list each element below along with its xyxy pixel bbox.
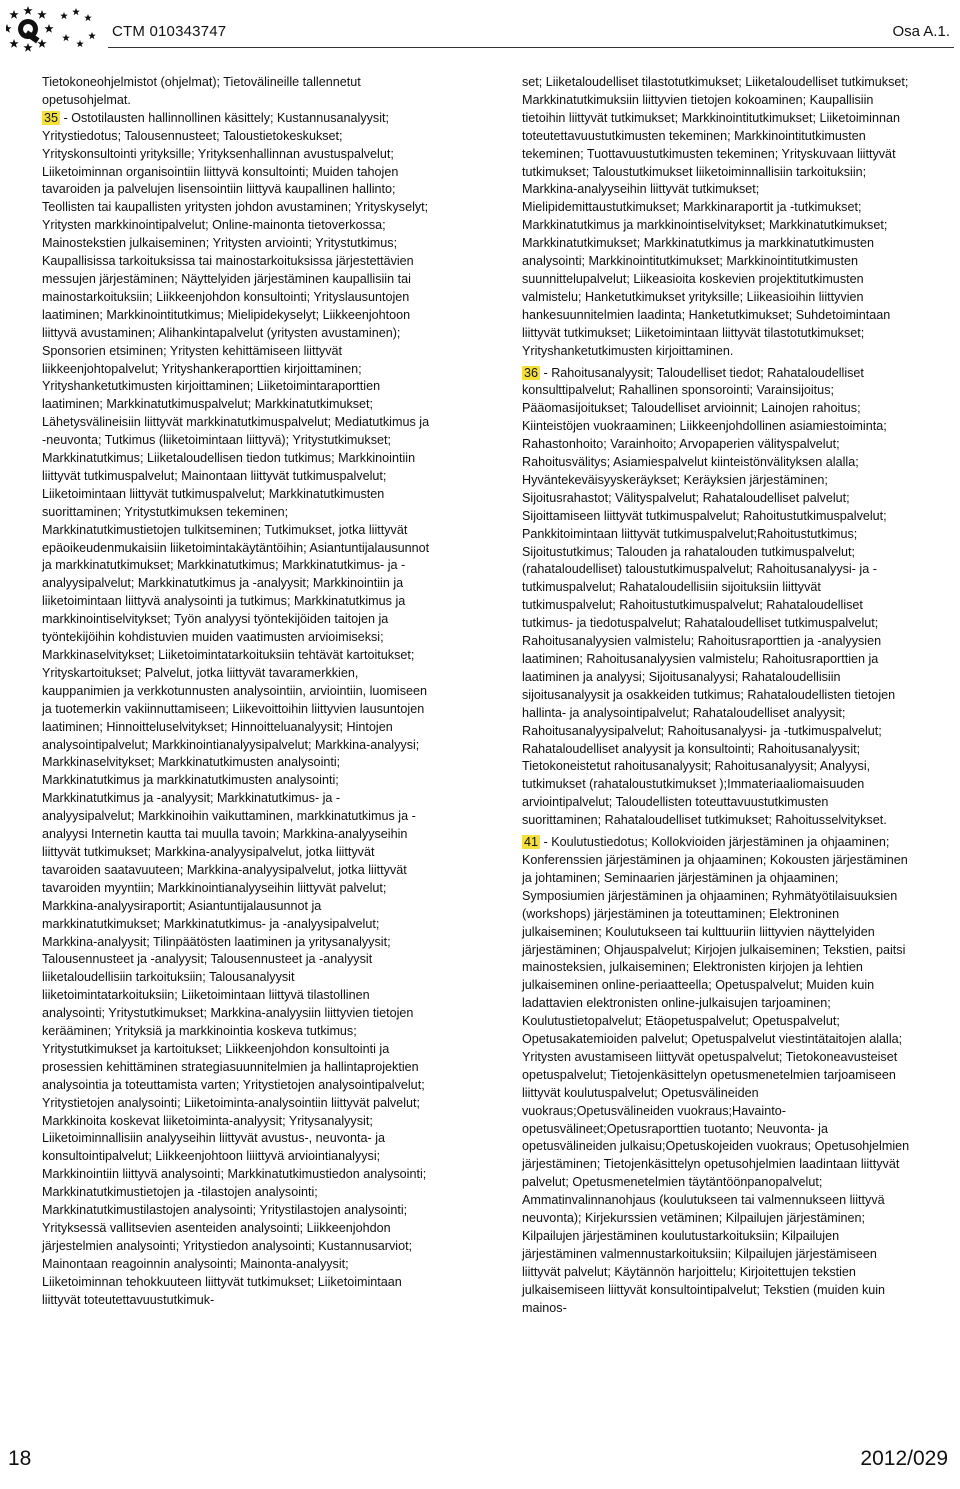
bulletin-number: 2012/029 — [860, 1447, 948, 1470]
page-header — [0, 0, 960, 62]
class-36-text: - Rahoitusanalyysit; Taloudelliset tiedot; Rahataloudelliset konsulttipalvelut; Rahallinen sponsorointi; Varainsijoitus; Pääomasijoitukset; Taloudelliset arvioinnit; Lainojen rahoitus; Kiinteistöjen vuokraaminen; Liikkeenjohdollinen asiamiestoiminta; Rahastonhoito; Varainhoito; Arvopaperien välityspalvelut; Rahoitusvälitys; Asiamiespalvelut kiinteistönvälityksen alalla; Hyväntekeväisyyskeräykset; Keräyksien järjestäminen; Sijoitusrahastot; Välityspalvelut; Rahataloudelliset palvelut; Sijoittamiseen liittyvät tutkimuspalvelut; Rahoitustutkimuspalvelut; Pankkitoimintaan liittyvät tutkimuspalvelut;Rahoitustutkimus; Sijoitustutkimus; Talouden ja rahatalouden tutkimuspalvelut; (rahataloudelliset) taloustutkimuspalvelut; Rahoitusanalyysi- ja -tutkimuspalvelut; Rahataloudellisiin sijoituksiin liittyvät tutkimuspalvelut; Rahoitustutkimuspalvelut; Rahataloudelliset tutkimus- ja tiedotuspalvelut; Rahataloudelliset tutkimuspalvelut; Rahoitusanalyysien valmistelu; Rahoitusraporttien ja -analyysien laatiminen; Rahoitusanalyysien valmistelu; Rahoitusraporttien ja laatiminen ja analyysi; Sijoitusanalyysi; Rahataloudellisiin sijoitusanalyysit ja osakkeiden tutkimus; Rahataloudellisten tietojen hallinta- ja analysointipalvelut; Rahataloudelliset analyysit; Rahoitusanalyysipalvelut; Rahoitusanalyysi- ja -tutkimuspalvelut; Rahataloudelliset analyysit ja konsultointi; Rahoitusanalyysit; Tietokoneistetut rahoitusanalyysit; Rahoitusanalyysit; Analyysi, tutkimukset (rahataloustutkimukset );Immateriaaliomaisuuden arviointipalvelut; Taloudellisten toteuttavuustutkimusten suorittaminen; Rahataloudelliset tutkimukset; Rahoitusselvitykset. — [522, 365, 896, 828]
class-36-number: 36 — [524, 365, 539, 380]
header-rule — [108, 47, 954, 48]
class-35-text: - Ostotilausten hallinnollinen käsittely; Kustannusanalyysit; Yritystiedotus; Talousennusteet; Taloustietokeskukset; Yrityskonsultointi yrityksille; Yrityksenhallinnan avustuspalvelut; Liiketoiminnan organisointiin liittyvä konsultointi; Muiden tahojen tavaroiden ja palvelujen lisensointiin liittyvä kaupallinen hallinto; Teollisten tai kaupallisten yritysten johdon avustaminen; Yrityskyselyt; Yritysten markkinointipalvelut; Online-mainonta tietoverkossa; Mainostekstien julkaiseminen; Yritysten arviointi; Yritystutkimus; Kaupallisissa tarkoituksissa tai mainostarkoituksissa järjestettävien messujen järjestäminen; Näyttelyiden järjestäminen kaupallisiin tai mainostarkoituksiin; Liikkeenjohdon konsultointi; Yrityslausuntojen laatiminen; Markkinointitutkimus; Mielipidekyselyt; Liikkeenjohtoon liittyvä avustaminen; Alihankintapalvelut (yritysten avustaminen); Sponsorien etsiminen; Yritysten kehittämiseen liittyvät liikkeenjohtopalvelut; Yrityshankeraporttien kirjoittaminen; Yrityshanketutkimusten kirjoittaminen; Liiketoimintaraporttien laatiminen; Markkinatutkimuspalvelut; Markkinatutkimukset; Lähetysvälineisiin liittyvät markkinatutkimuspalvelut; Mediatutkimus ja -neuvonta; Tutkimus (liiketoimintaan liittyvä); Yritystutkimukset; Markkinatutkimus; Liiketaloudellisen tiedon tutkimus; Markkinointiin liittyvät tutkimuspalvelut; Mainontaan liittyvät tutkimuspalvelut; Liiketoimintaan liittyvät tutkimuspalvelut; Markkinatutkimusten suorittaminen; Yritystutkimuksen tekeminen; Markkinatutkimustietojen tulkitseminen; Tutkimukset, jotka liittyvät epäoikeudenmukaisiin liiketoimintakäytäntöihin; Asiantuntijalausunnot ja markkinatutkimukset; Markkinatutkimus; Markkinatutkimus- ja -analyysipalvelut; Markkinatutkimus ja -analyysit; Markkinointiin ja liiketoimintaan liittyvä analysointi ja tutkimus; Markkinatutkimus ja markkinointiselvitykset; Työn analyysi työntekijöiden taitojen ja työntekijöihin kohdistuvien muiden vaatimusten arvioimiseksi; Markkinaselvitykset; Liiketoimintatarkoituksiin tehtävät kartoitukset; Yrityskartoitukset; Palvelut, jotka liittyvät tavaramerkkien, kauppanimien ja verkkotunnusten analysointiin, arviointiin, luomiseen ja tuotemerkin vakiinnuttamiseen; Liikevoittoihin liittyvien lausuntojen laatiminen; Hinnoitteluselvitykset; Hinnoitteluanalyysit; Hintojen analysointipalvelut; Markkinointianalyysipalvelut; Markkina-analyysi; Markkinaselvitykset; Markkinatutkimusten analysointi; Markkinatutkimus ja markkinatutkimusten analysointi; Markkinatutkimus ja -analyysit; Markkinatutkimus- ja -analyysipalvelut; Markkinoihin vaikuttaminen, markkinatutkimus ja -analyysi Internetin kautta tai muulla tavoin; Markkina-analyyseihin liittyvät tutkimukset; Markkina-analyysipalvelut, jotka liittyvät tavaroiden saatavuuteen; Markkina-analyysipalvelut, jotka liittyvät tavaroiden myyntiin; Markkinointianalyyseihin liittyvät palvelut; Markkina-analyysiraportit; Asiantuntijalausunnot ja markkinatutkimukset; Markkinatutkimus- ja -analyysipalvelut; Markkina-analyysit; Tilinpäätösten laatiminen ja yritysanalyysit; Talousennusteet ja -analyysit; Talousennusteet ja -analyysit liiketaloudellisiin tarkoituksiin; Talousanalyysit liiketoimintatarkoituksiin; Liiketoimintaan liittyvä tilastollinen analysointi; Yritystutkimukset; Markkina-analyysiin liittyvien tietojen kerääminen; Yrityksiä ja markkinointia koskeva tutkimus; Yritystutkimukset ja kartoitukset; Liikkeenjohdon konsultointi ja prosessien kehittäminen strategiasuunnitelmien ja hallintaprojektien analysointia ja toteuttamista varten; Yritystietojen analysointipalvelut; Yritystietojen analysointi; Liiketoiminta-analysointiin liittyvät palvelut; Markkinoita koskevat liiketoiminta-analyysit; Yritysanalyysit; Liiketoiminnallisiin analyyseihin liittyvät avustus-, neuvonta- ja konsultointipalvelut; Liikkeenjohtoon liiittyvä arviointianalyysi; Markkinointiin liittyvä analysointi; Markkinatutkimustiedon analysointi; Markkinatutkimustietojen ja -tilastojen analysointi; Markkinatutkimustilastojen analysointi; Yritystilastojen analysointi; Yrityksessä vallitsevien asenteiden analysointi; Liikkeenjohdon järjestelmien analysointi; Yritystiedon analysointi; Kustannusarviot; Mainontaan reagoinnin analysointi; Mainonta-analyysit; Liiketoiminnan tehokkuuteen liittyvät tutkimukset; Liiketoimintaan liittyvät toteutettavuustutkimuk- — [42, 110, 430, 1307]
page-number: 18 — [8, 1447, 32, 1470]
trademark-reference: CTM 010343747 — [112, 23, 227, 40]
class-9-continuation: Tietokoneohjelmistot (ohjelmat); Tietovälineille tallennetut opetusohjelmat. — [42, 75, 361, 107]
class-41-text: - Koulutustiedotus; Kollokvioiden järjestäminen ja ohjaaminen; Konferenssien järjestäminen ja ohjaaminen; Kokousten järjestäminen ja johtaminen; Seminaarien järjestäminen ja ohjaaminen; Symposiumien järjestäminen ja ohjaaminen; Ryhmätyötilaisuuksien (workshops) järjestäminen ja toteuttaminen; Elektroninen julkaiseminen; Koulutukseen tai kulttuuriin liittyvien näyttelyiden järjestäminen; Ohjauspalvelut; Kirjojen julkaiseminen; Tekstien, paitsi mainosteksien, julkaiseminen; Elektronisten kirjojen ja lehtien julkaiseminen online-periaatteella; Opetuspalvelut; Muiden kuin ladattavien elektronisten online-julkaisujen tarjoaminen; Koulutustietopalvelut; Etäopetuspalvelut; Opetuspalvelut; Opetusakatemioiden palvelut; Opetuspalvelut viestintätaitojen alalla; Yritysten avustamiseen liittyvät opetuspalvelut; Tietokoneavusteiset opetuspalvelut; Tietojenkäsittelyn opetusmenetelmien tarjoamiseen liittyvät koulutuspalvelut; Opetusvälineiden vuokraus;Opetusvälineiden vuokraus;Havainto-opetusvälineet;Opetusraporttien tuotanto; Neuvonta- ja opetusvälineiden julkaisu;Opetuskojeiden vuokraus; Opetusohjelmien järjestäminen; Tietojenkäsittelyn opetusohjelmien laadintaan liittyvät palvelut; Opetusmenetelmien täytäntöönpanopalvelut; Ammatinvalinnanohjaus (koulutukseen tai valmennukseen liittyvä neuvonta); Kirjekurssien vetäminen; Kilpailujen järjestäminen; Kilpailujen järjestäminen koulutustarkoituksiin; Kilpailujen järjestäminen valmennustarkoituksiin; Kilpailujen järjestämiseen liittyvät palvelut; Käytännön harjoittelu; Kirjoitettujen tekstien julkaisemiseen liittyvät konsultointipalvelut; Tekstien (muiden kuin mainos- — [522, 835, 910, 1315]
right-column — [522, 74, 910, 1318]
class-41-entry — [522, 834, 910, 1317]
office-logo-icon — [6, 4, 102, 58]
class-35-continuation: set; Liiketaloudelliset tilastotutkimukset; Liiketaloudelliset tutkimukset; Markkinatutkimuksiin liittyvien tietojen kokoaminen; Kaupallisiin tietoihin liittyvät tutkimukset; Markkinointitutkimukset; Liiketoiminnan toteutettavuustutkimusten tekeminen; Markkinointitutkimusten tekeminen; Tuottavuustutkimusten tekeminen; Yrityskuvaan liittyvät tutkimukset; Taloustutkimukset liiketoiminnallisiin tarkoituksiin; Markkina-analyyseihin liittyvät tutkimukset; Mielipidemittaustutkimukset; Markkinaraportit ja -tutkimukset; Markkinatutkimus ja markkinointiselvitykset; Markkinatutkimukset; Markkinatutkimukset; Markkinatutkimus ja markkinatutkimusten analysointi; Markkinointitutkimukset; Markkinointitutkimusten suunnittelupalvelut; Liikeasioita koskevien projektitutkimusten valmistelu; Hanketutkimukset yrityksille; Liikeasioihin liittyvien hankesuunnitelmien laadinta; Hanketutkimukset; Suhdetoimintaan liittyvät tutkimukset; Liiketoimintaan liittyvät tilastotutkimukset; Yrityshanketutkimusten kirjoittaminen. — [522, 75, 909, 358]
page-footer — [0, 1440, 960, 1480]
class-41-number: 41 — [524, 835, 539, 850]
left-column — [42, 74, 430, 1310]
class-36-entry — [522, 365, 910, 831]
class-35-entry — [42, 110, 430, 1310]
section-label: Osa A.1. — [892, 23, 950, 40]
class-35-number: 35 — [44, 110, 59, 125]
